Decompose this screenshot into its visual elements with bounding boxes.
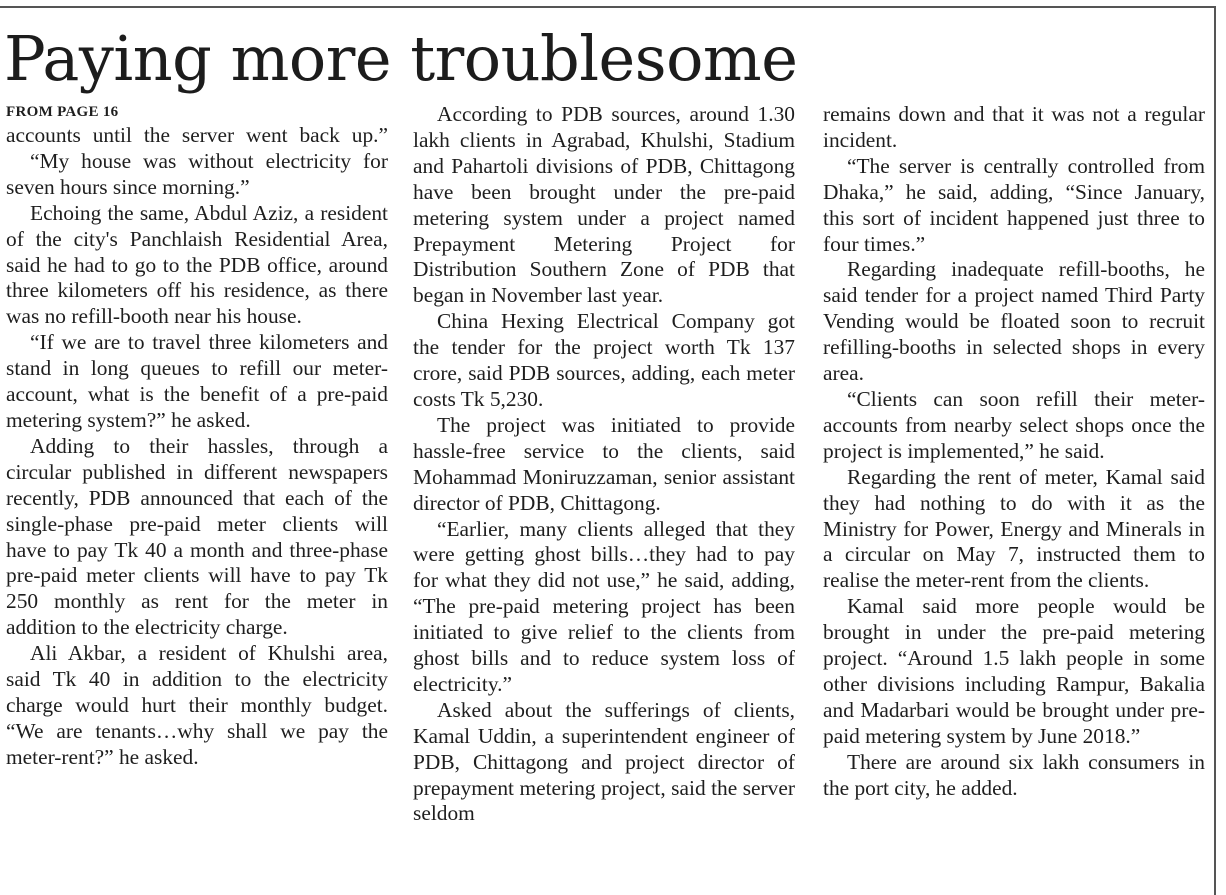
paragraph: accounts until the server went back up.” — [6, 123, 388, 147]
paragraph: “If we are to travel three kilometers and stand in long queues to refill our meter-account, what is the benefit of a pre-paid metering system?” he asked. — [6, 330, 388, 432]
paragraph: Regarding the rent of meter, Kamal said they had nothing to do with it as the Ministry for Power, Energy and Minerals in a circular on May 7, instructed them to realise the meter-rent from the clients. — [823, 464, 1205, 593]
paragraph: According to PDB sources, around 1.30 lakh clients in Agrabad, Khulshi, Stadium and Pahartoli divisions of PDB, Chittagong have been brought under the pre-paid metering system under a project named Prepayment Metering Project for Distribution Southern Zone of PDB that began in November last year. — [413, 102, 795, 308]
paragraph: “Clients can soon refill their meter-accounts from nearby select shops once the project is implemented,” he said. — [823, 386, 1205, 463]
paragraph: Ali Akbar, a resident of Khulshi area, said Tk 40 in addition to the electricity charge would hurt their monthly budget. “We are tenants…why shall we pay the meter-rent?” he asked. — [6, 641, 388, 769]
paragraph: “The server is centrally controlled from Dhaka,” he said, adding, “Since January, this sort of incident happened just three to four times.” — [823, 153, 1205, 256]
paragraph: China Hexing Electrical Company got the tender for the project worth Tk 137 crore, said PDB sources, adding, each meter costs Tk 5,230. — [413, 309, 795, 411]
paragraph: Regarding inadequate refill-booths, he said tender for a project named Third Party Vending would be floated soon to recruit refilling-booths in selected shops in every area. — [823, 257, 1205, 386]
paragraph: The project was initiated to provide hassle-free service to the clients, said Mohammad Moniruzzaman, senior assistant director of PDB, Chittagong. — [413, 412, 795, 515]
paragraph: There are around six lakh consumers in the port city, he added. — [823, 749, 1205, 800]
paragraph: Adding to their hassles, through a circular published in different newspapers recently, PDB announced that each of the single-phase pre-paid meter clients will have to pay Tk 40 a month and three-phase pre-paid meter clients will have to pay Tk 250 monthly as rent for the meter in addition to the electricity charge. — [6, 433, 388, 640]
paragraph: Echoing the same, Abdul Aziz, a resident of the city's Panchlaish Residential Area, said he had to go to the PDB office, around three kilometers off his residence, as there was no refill-booth near his house. — [6, 200, 388, 329]
article-column-1 — [6, 102, 388, 771]
paragraph: “My house was without electricity for seven hours since morning.” — [6, 148, 388, 199]
paragraph: “Earlier, many clients alleged that they were getting ghost bills…they had to pay for what they did not use,” he said, adding, “The pre-paid metering project has been initiated to give relief to the clients from ghost bills and to reduce system loss of electricity.” — [413, 516, 795, 696]
article-column-2 — [413, 102, 795, 827]
headline: Paying more troublesome — [4, 22, 798, 95]
paragraph: Asked about the sufferings of clients, Kamal Uddin, a superintendent engineer of PDB, Chittagong and project director of prepayment metering project, said the server seldom — [413, 697, 795, 826]
paragraph: remains down and that it was not a regular incident. — [823, 102, 1205, 152]
continuation-kicker: FROM PAGE 16 — [6, 104, 119, 120]
paragraph: Kamal said more people would be brought in under the pre-paid metering project. “Around 1.5 lakh people in some other divisions including Rampur, Bakalia and Madarbari would be brought under pre-paid metering system by June 2018.” — [823, 594, 1205, 748]
right-border-rule — [1214, 6, 1216, 895]
article-column-3 — [823, 102, 1205, 801]
top-border-rule — [0, 6, 1216, 8]
